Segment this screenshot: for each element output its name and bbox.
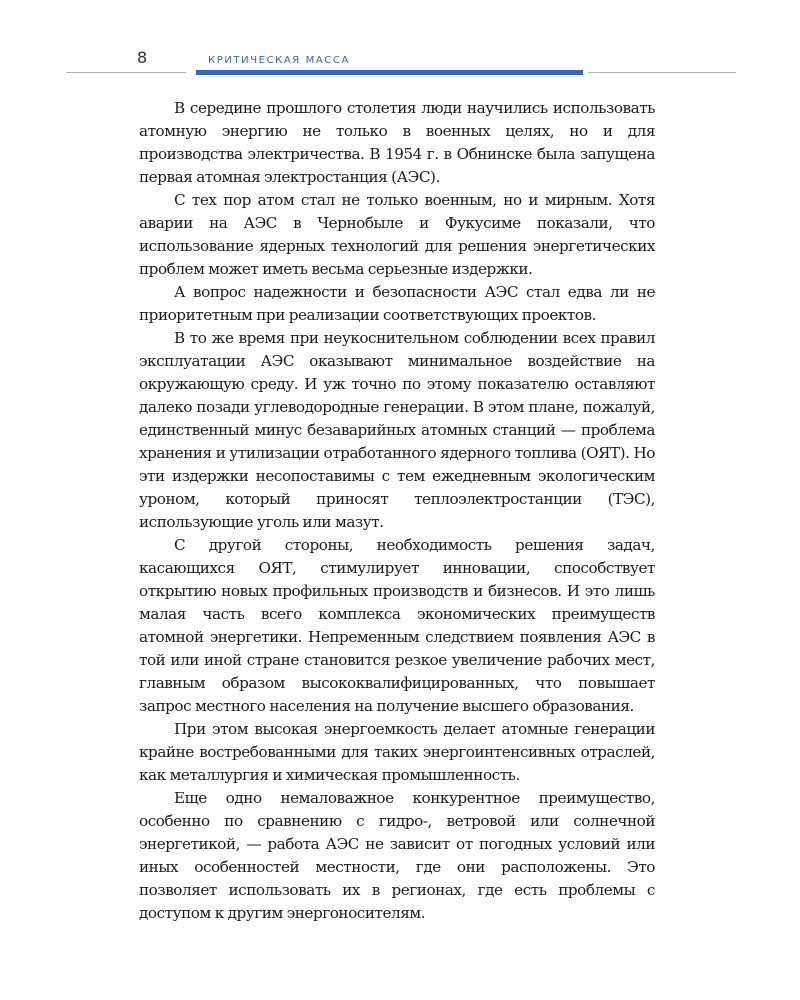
paragraph: В то же время при неукоснительном соблюдении всех правил эксплуатации АЭС оказывают минимальное воздействие на окружающую среду. И уж точно по этому показателю оставляют далеко позади углеводородные генерации. В этом плане, пожалуй, единственный минус безаварийных атомных станций — проблема хранения и утилизации отработанного ядерного топлива (ОЯТ). Но эти издержки несопоставимы с тем ежедневным экологическим уроном, который приносят теплоэлектростанции (ТЭС), использующие уголь или мазут.: [139, 329, 655, 531]
paragraph: Еще одно немаловажное конкурентное преимущество, особенно по сравнению с гидро-, ветровой или солнечной энергетикой, — работа АЭС не зависит от погодных условий или иных особенностей местности, где они расположены. Это позволяет использовать их в регионах, где есть проблемы с доступом к другим энергоносителям.: [139, 789, 655, 922]
paragraph: С тех пор атом стал не только военным, но и мирным. Хотя аварии на АЭС в Чернобыле и Фукусиме показали, что использование ядерных технологий для решения энергетических проблем может иметь весьма серьезные издержки.: [139, 191, 655, 278]
paragraph: А вопрос надежности и безопасности АЭС стал едва ли не приоритетным при реализации соответствующих проектов.: [139, 283, 655, 324]
header-rule-right: [588, 72, 736, 73]
running-title: КРИТИЧЕСКАЯ МАССА: [208, 55, 350, 66]
header-rule-left: [66, 72, 186, 73]
header-accent-bar: [196, 70, 583, 75]
page-number: 8: [137, 48, 148, 67]
paragraph: В середине прошлого столетия люди научились использовать атомную энергию не только в военных целях, но и для производства электричества. В 1954 г. в Обнинске была запущена первая атомная электростанция (АЭС).: [139, 99, 655, 186]
paragraph: С другой стороны, необходимость решения задач, касающихся ОЯТ, стимулирует инновации, способствует открытию новых профильных производств и бизнесов. И это лишь малая часть всего комплекса экономических преимуществ атомной энергетики. Непременным следствием появления АЭС в той или иной стране становится резкое увеличение рабочих мест, главным образом высококвалифицированных, что повышает запрос местного населения на получение высшего образования.: [139, 536, 655, 715]
body-text: [139, 97, 655, 925]
page-header: [0, 0, 800, 90]
paragraph: При этом высокая энергоемкость делает атомные генерации крайне востребованными для таких энергоинтенсивных отраслей, как металлургия и химическая промышленность.: [139, 720, 655, 784]
